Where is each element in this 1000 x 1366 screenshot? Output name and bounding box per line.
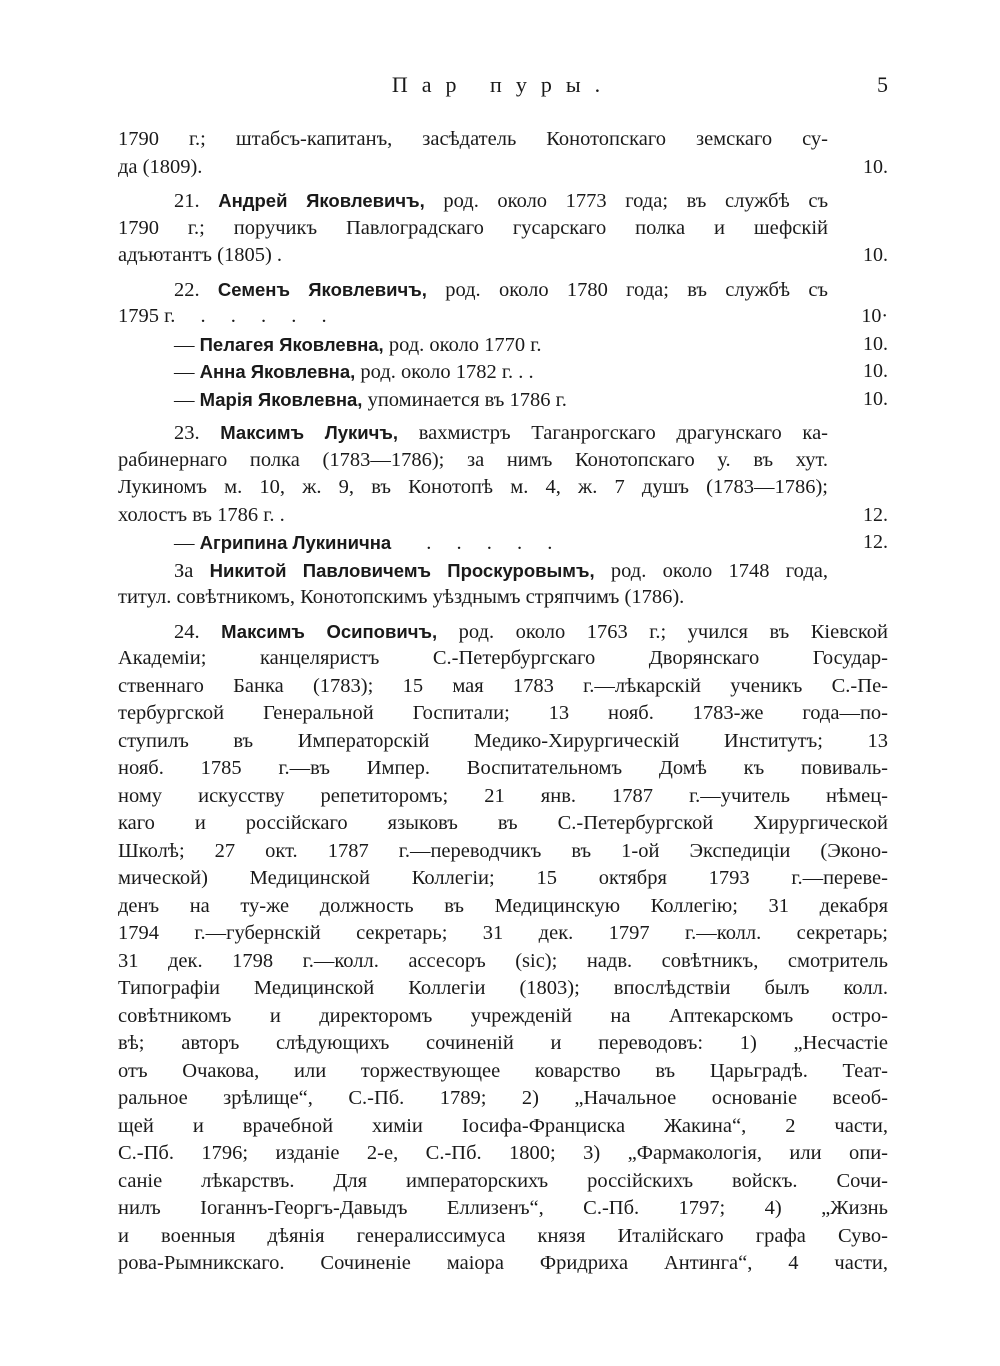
text-line: ступилъ въ Императорскій Медико-Хирургическій Институтъ; 13 [118,729,888,752]
entry-number: 21. [174,190,200,212]
entry-22 [118,276,888,331]
text-line: нилъ Іоганнъ-Георгъ-Давыдъ Еллизенъ“, С.-Пб. 1797; 4) „Жизнь [118,1197,888,1219]
daughter-line [118,386,888,414]
reference-number: 10. [863,332,888,355]
text-line: Лукиномъ м. 10, ж. 9, въ Конотопѣ м. 4, ж. 7 душъ (1783—1786); [118,476,828,498]
text-line-content: род. около 1782 г. . . [360,361,534,383]
entry-number: 24. [174,620,200,643]
daughter-line [118,331,888,359]
page-number: 5 [877,72,888,97]
reference-number: 10. [863,360,888,382]
text-line: С.-Пб. 1796; изданіе 2-е, С.-Пб. 1800; 3) „Фармакологія, или опи- [118,1142,888,1164]
text-line [118,419,888,447]
book-page [118,72,888,1362]
person-name: Максимъ Осиповичъ, [221,620,438,642]
reference-number: 10. [863,244,888,266]
text-line: Типографіи Медицинской Коллегіи (1803); впослѣдствіи былъ колл. [118,977,888,999]
person-name: Агрипина Лукинична [199,532,392,553]
text-line [118,557,888,585]
text-line: 1794 г.—губернскій секретарь; 31 дек. 1797 г.—колл. секретарь; [118,922,888,944]
text-line: саніе лѣкарствъ. Для императорскихъ россійскихъ войскъ. Сочи- [118,1169,888,1192]
reference-number: 10. [863,387,888,410]
leader-dots: . . . . . [200,305,337,327]
text-line-content: холостъ въ 1786 г. . [118,503,285,526]
page-header [118,72,888,112]
daughter-line [118,529,888,557]
text-line: и военныя дѣянія генералиссимуса князя Италійскаго графа Суво- [118,1224,888,1247]
text-line: 31 дек. 1798 г.—колл. ассесоръ (sic); надв. совѣтникъ, смотритель [118,949,888,972]
text-line [118,187,888,215]
leader-dots: . . . . . [426,532,563,554]
text-line: Школѣ; 27 окт. 1787 г.—переводчикъ въ 1-ой Экспедиціи (Эконо- [118,839,888,862]
person-name: Марія Яковлевна, [199,388,363,410]
entry-number: 23. [174,422,200,444]
text-line-content: род. около 1773 года; въ службѣ съ [443,190,829,212]
text-line-content: вахмистръ Таганрогскаго драгунскаго ка- [418,422,829,444]
text-line: щей и врачебной химіи Іосифа-Франциска Жакина“, 2 части, [118,1114,888,1137]
text-line: ственнаго Банка (1783); 15 мая 1783 г.—лѣкарскій ученикъ С.-Пе- [118,674,888,697]
text-line-content: да (1809). [118,155,203,178]
daughter-line [118,358,888,386]
text-line: нояб. 1785 г.—въ Импер. Воспитательномъ Домѣ къ повиваль- [118,757,888,779]
text-line-content: упоминается въ 1786 г. [367,388,567,411]
text-line: Академіи; канцеляристъ С.-Петербургскаго Дворянскаго Государ- [118,647,888,669]
reference-number: 10. [863,155,888,178]
running-title: Пар пуры. [391,72,615,97]
reference-number: 10· [861,305,888,327]
entry-23 [118,419,888,529]
text-line [118,618,888,646]
dash: — [174,532,195,554]
dash: — [174,361,195,383]
text-line: тербургской Генеральной Госпитали; 13 нояб. 1783-же года—по- [118,702,888,724]
text-line: денъ на ту-же должность въ Медицинскую Коллегію; 31 декабря [118,894,888,917]
person-name: Семенъ Яковлевичъ, [217,278,427,300]
person-name: Пелагея Яковлевна, [199,333,384,355]
text-line-content: 1795 г. [118,305,176,327]
text-line-content: За [174,559,194,582]
text-line: каго и россійскаго языковъ въ С.-Петербургской Хирургической [118,812,888,834]
text-line-content: род. около 1780 года; въ службѣ съ [445,278,829,301]
text-line [118,242,888,270]
dash: — [174,388,195,411]
entry-21 [118,187,888,270]
text-line-content: адъютантъ (1805) . [118,244,283,266]
person-name: Анна Яковлевна, [199,361,356,382]
text-line: ному искусству репетиторомъ; 21 янв. 1787 г.—учитель нѣмец- [118,784,888,807]
text-line [118,154,888,182]
text-line-content: род. около 1748 года, [610,559,828,582]
marriage-note [118,557,888,612]
entry-24 [118,618,888,1278]
text-line: 1790 г.; поручикъ Павлоградскаго гусарскаго полка и шефскій [118,216,828,239]
entry-number: 22. [174,278,200,301]
text-line [118,276,888,304]
text-line: ральное зрѣлище“, С.-Пб. 1789; 2) „Начальное основаніе всеоб- [118,1087,888,1109]
text-line: отъ Очакова, или торжествующее коварство въ Царьградѣ. Теат- [118,1059,888,1082]
text-line-content: род. около 1763 г.; учился въ Кіевской [458,620,889,643]
text-line: титул. совѣтникомъ, Конотопскимъ уѣзднымъ стряпчимъ (1786). [118,586,685,608]
text-line-content: род. около 1770 г. [388,333,542,356]
person-name: Андрей Яковлевичъ, [218,190,425,211]
text-line [118,303,888,331]
text-line: рова-Рымникскаго. Сочиненіе маіора Фридриха Антинга“, 4 части, [118,1252,888,1274]
text-line: рабинернаго полка (1783—1786); за нимъ Конотопскаго у. въ хут. [118,448,828,471]
text-line: вѣ; авторъ слѣдующихъ сочиненій и переводовъ: 1) „Несчастіе [118,1032,888,1054]
text-line: совѣтникомъ и директоромъ учрежденій на Аптекарскомъ остро- [118,1004,888,1027]
dash: — [174,333,195,356]
reference-number: 12. [863,531,888,553]
text-line [118,502,888,530]
entry-continuation [118,126,888,181]
reference-number: 12. [863,503,888,526]
text-line: 1790 г.; штабсъ-капитанъ, засѣдатель Конотопскаго земскаго су- [118,128,828,150]
person-name: Максимъ Лукичъ, [220,422,399,443]
text-line: мической) Медицинской Коллегіи; 15 октября 1793 г.—переве- [118,867,888,889]
person-name: Никитой Павловичемъ Проскуровымъ, [209,559,595,581]
